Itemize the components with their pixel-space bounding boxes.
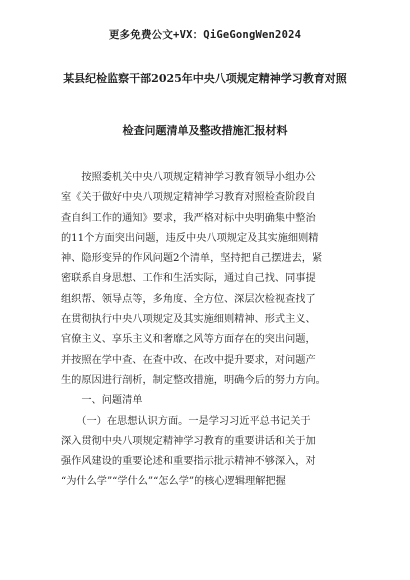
text-line: 一、问题清单 — [61, 395, 143, 407]
text-line: 强作风建设的重要论述和重要指示批示精神不够深入，对 — [61, 456, 316, 468]
text-line: 密联系自身思想、工作和生活实际，通过自己找、同事提 — [61, 273, 316, 285]
section-paragraph — [61, 412, 354, 493]
section-heading — [61, 391, 354, 411]
text-line: 在贯彻执行中央八项规定及其实施细则精神、形式主义、 — [61, 314, 316, 326]
text-line: 神、隐形变异的作风问题2个清单，坚持把自己摆进去，紧 — [61, 253, 323, 265]
text-line: 生的原因进行剖析，制定整改措施，明确今后的努力方向。 — [61, 374, 326, 386]
text-line: 查自纠工作的通知》要求，我严格对标中央明确集中整治 — [61, 212, 316, 224]
text-line: 官僚主义、享乐主义和奢靡之风等方面存在的突出问题， — [61, 334, 316, 346]
text-line: 按照委机关中央八项规定精神学习教育领导小组办公 — [61, 172, 316, 183]
text-line: 深入贯彻中央八项规定精神学习教育的重要讲话和关于加 — [61, 435, 316, 447]
text-line: 室《关于做好中央八项规定精神学习教育对照检查阶段自 — [61, 192, 316, 204]
text-line: “为什么学”“学什么”“怎么学”的核心逻辑理解把握 — [61, 476, 286, 488]
document-title-line-1: 某县纪检监察干部2025年中央八项规定精神学习教育对照 — [63, 72, 347, 85]
document-title-line-2: 检查问题清单及整改措施汇报材料 — [122, 124, 288, 137]
text-line: （一）在思想认识方面。一是学习习近平总书记关于 — [61, 415, 311, 427]
text-line: 的11个方面突出问题，违反中央八项规定及其实施细则精 — [61, 232, 319, 244]
promo-header: 更多免费公文+VX：QiGeGongWen2024 — [108, 29, 302, 41]
intro-paragraph — [61, 168, 354, 391]
document-body — [61, 168, 354, 493]
text-line: 组织帮、领导点等，多角度、全方位、深层次检视查找了 — [61, 293, 316, 305]
text-line: 并按照在学中查、在查中改、在改中提升要求，对问题产 — [61, 354, 316, 366]
